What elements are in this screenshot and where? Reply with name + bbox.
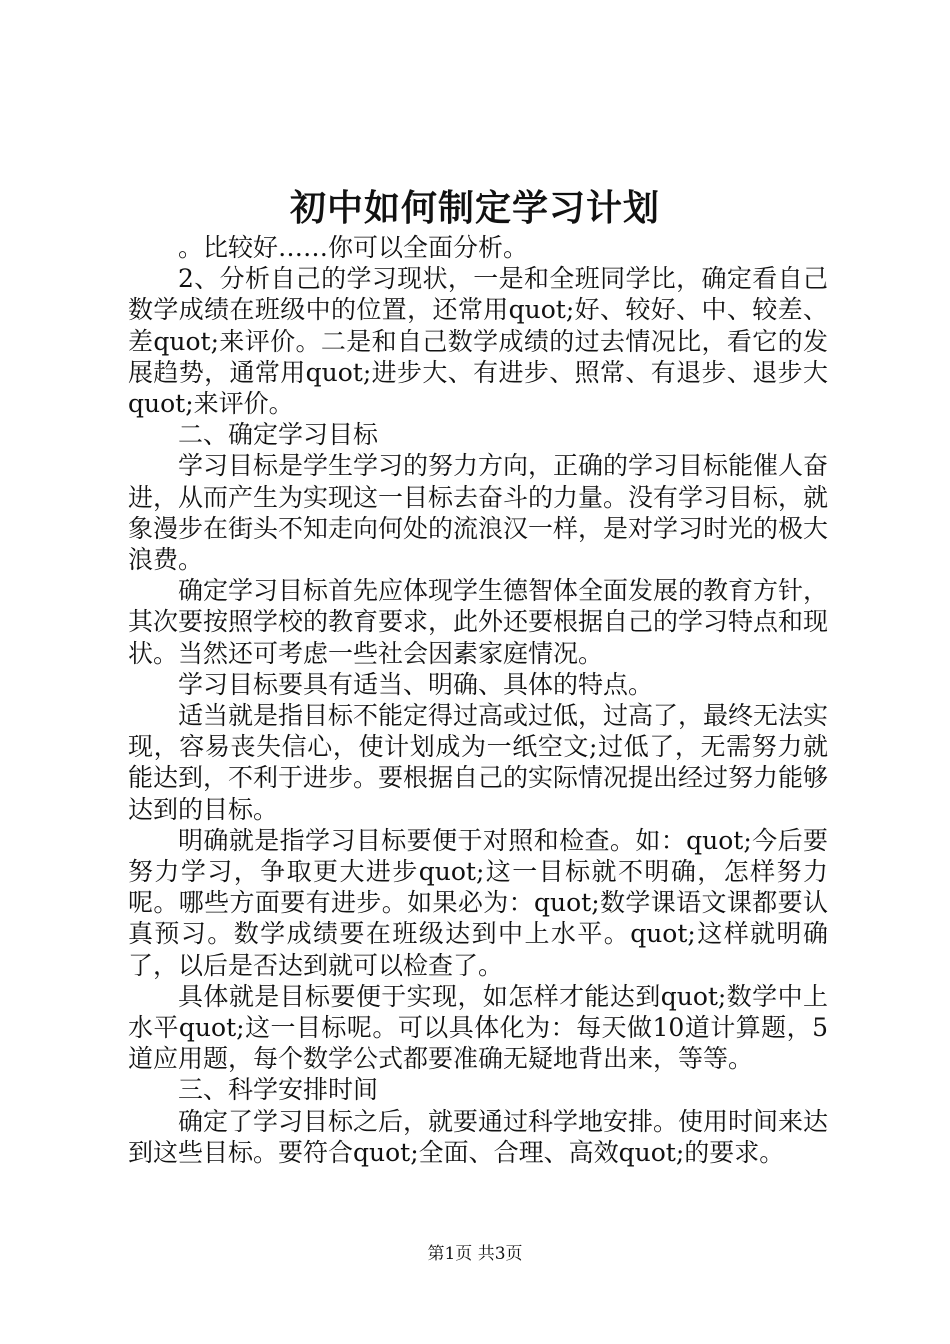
paragraph: 学习目标要具有适当、明确、具体的特点。 [178,669,654,699]
paragraph: 。比较好……你可以全面分析。 [178,233,529,262]
page-number-footer: 第1页 共3页 [427,1244,523,1264]
paragraph: 具体就是目标要便于实现，如怎样才能达到quot;数学中上水平quot;这一目标呢。可以具体化为：每天做10道计算题，5道应用题，每个数学公式都要准确无疑地背出来，等等。 [128,981,828,1074]
paragraph: 确定学习目标首先应体现学生德智体全面发展的教育方针，其次要按照学校的教育要求，此外还要根据自己的学习特点和现状。当然还可考虑一些社会因素家庭情况。 [128,576,829,668]
paragraph: 学习目标是学生学习的努力方向，正确的学习目标能催人奋进，从而产生为实现这一目标去奋斗的力量。没有学习目标，就象漫步在街头不知走向何处的流浪汉一样，是对学习时光的极大浪费。 [128,451,829,575]
section-heading: 二、确定学习目标 [178,420,379,450]
paragraph: 确定了学习目标之后，就要通过科学地安排。使用时间来达到这些目标。要符合quot;全面、合理、高效quot;的要求。 [128,1106,829,1167]
document-body [128,232,828,1168]
paragraph: 明确就是指学习目标要便于对照和检查。如：quot;今后要努力学习，争取更大进步quot;这一目标就不明确，怎样努力呢。哪些方面要有进步。如果必为：quot;数学课语文课都要认真预习。数学成绩要在班级达到中上水平。quot;这样就明确了，以后是否达到就可以检查了。 [128,825,828,980]
paragraph: 适当就是指目标不能定得过高或过低，过高了，最终无法实现，容易丧失信心，使计划成为一纸空文;过低了，无需努力就能达到，不利于进步。要根据自己的实际情况提出经过努力能够达到的目标。 [128,701,829,824]
section-heading: 三、科学安排时间 [178,1075,379,1105]
paragraph: 2、分析自己的学习现状，一是和全班同学比，确定看自己数学成绩在班级中的位置，还常用quot;好、较好、中、较差、差quot;来评价。二是和自己数学成绩的过去情况比，看它的发展趋势，通常用quot;进步大、有进步、照常、有退步、退步大quot;来评价。 [128,264,828,419]
document-title: 初中如何制定学习计划 [289,187,660,229]
